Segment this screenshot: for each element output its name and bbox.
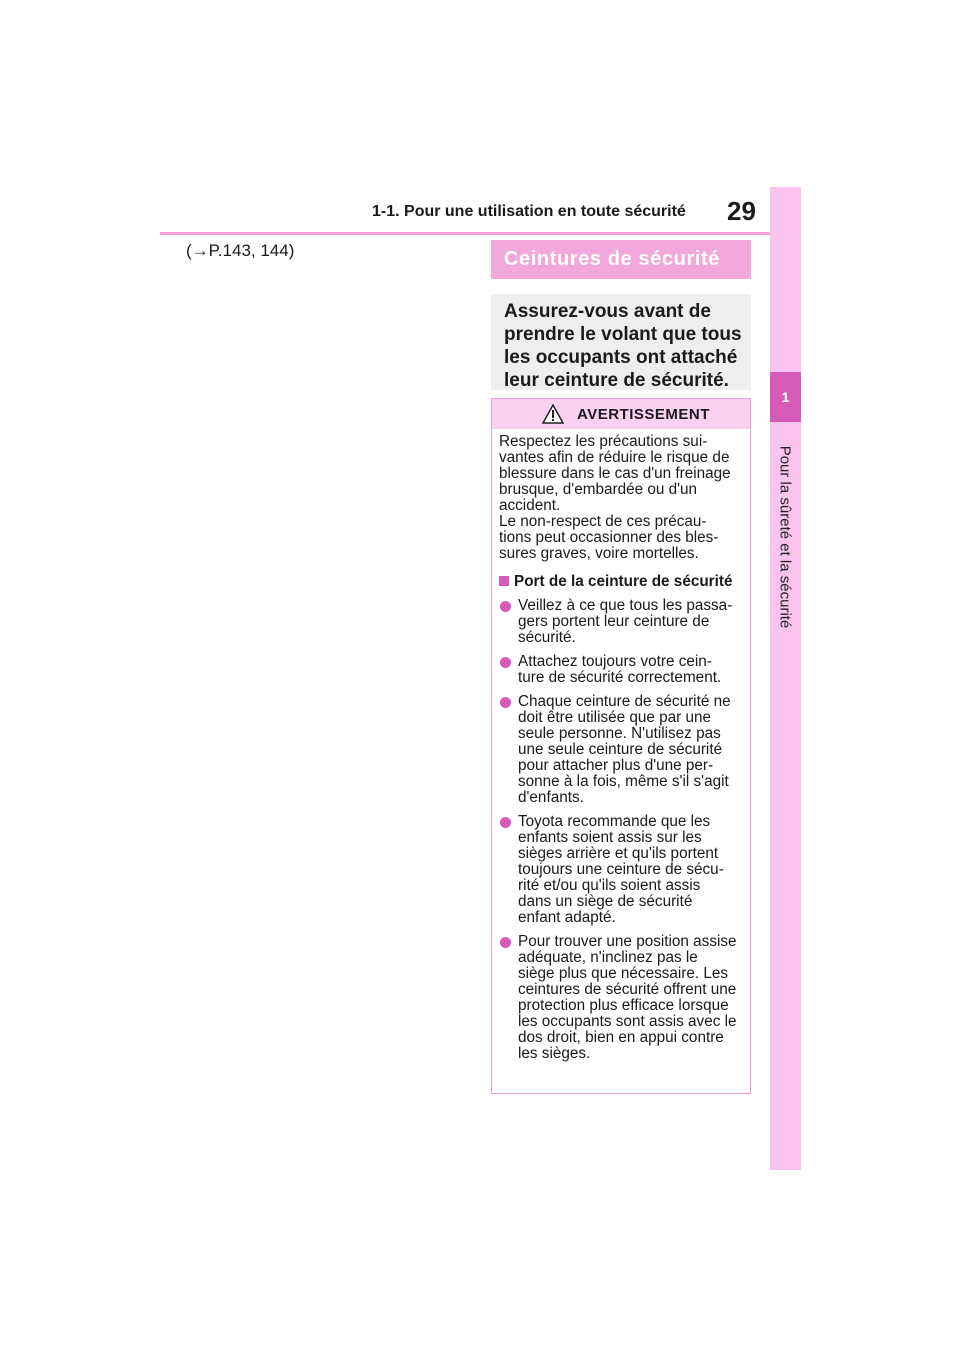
bullet-dot-icon xyxy=(500,601,511,612)
list-item-line: les sièges. xyxy=(518,1045,591,1062)
page-number: 29 xyxy=(727,196,756,226)
bullet-dot-icon xyxy=(500,817,511,828)
bullet-dot-icon xyxy=(500,657,511,668)
square-bullet-icon xyxy=(499,576,509,586)
list-item xyxy=(499,694,744,806)
intro-box xyxy=(491,294,751,390)
list-item-line: d'enfants. xyxy=(518,789,584,806)
list-item-line: rité et/ou qu'ils soient assis xyxy=(518,877,701,894)
list-item-line: dos droit, bien en appui contre xyxy=(518,1029,724,1046)
chapter-label: Pour la sûreté et la sécurité xyxy=(776,445,794,629)
list-item-line: Veillez à ce que tous les passa- xyxy=(518,597,733,614)
list-item-line: sonne à la fois, même s'il s'agit xyxy=(518,773,729,790)
warning-title: AVERTISSEMENT xyxy=(577,405,710,423)
intro-line: prendre le volant que tous xyxy=(504,324,742,345)
intro-line: les occupants ont attaché xyxy=(504,347,738,368)
list-item-line: adéquate, n'inclinez pas le xyxy=(518,949,698,966)
warning-intro-line: blessure dans le cas d'un freinage xyxy=(499,465,731,482)
warning-intro-line: brusque, d'embardée ou d'un xyxy=(499,481,698,498)
warning-intro-line: Le non-respect de ces précau- xyxy=(499,513,707,530)
warning-intro-line: accident. xyxy=(499,497,561,514)
list-item-line: dans un siège de sécurité xyxy=(518,893,693,910)
warning-intro-line: Respectez les précautions sui- xyxy=(499,433,708,450)
intro-line: leur ceinture de sécurité. xyxy=(504,370,729,391)
list-item-line: gers portent leur ceinture de xyxy=(518,613,710,630)
intro-line: Assurez-vous avant de xyxy=(504,301,711,322)
list-item xyxy=(499,934,744,1062)
list-item-line: sécurité. xyxy=(518,629,576,646)
list-item-line: enfants soient assis sur les xyxy=(518,829,702,846)
list-item xyxy=(499,814,744,926)
bullet-dot-icon xyxy=(500,937,511,948)
list-item-line: Chaque ceinture de sécurité ne xyxy=(518,693,731,710)
list-item xyxy=(499,654,744,686)
list-item xyxy=(499,598,744,646)
list-item-line: Toyota recommande que les xyxy=(518,813,711,830)
warning-triangle-icon xyxy=(542,404,564,424)
warning-intro-line: vantes afin de réduire le risque de xyxy=(499,449,730,466)
list-item-line: protection plus efficace lorsque xyxy=(518,997,729,1014)
warning-header xyxy=(492,399,750,429)
warning-intro-line: sures graves, voire mortelles. xyxy=(499,545,699,562)
list-item-line: Pour trouver une position assise xyxy=(518,933,737,950)
warning-body xyxy=(499,434,744,1062)
list-item-line: ture de sécurité correctement. xyxy=(518,669,722,686)
warning-box xyxy=(491,398,751,1094)
page-reference: (→P.143, 144) xyxy=(186,241,295,260)
list-item-line: Attachez toujours votre cein- xyxy=(518,653,712,670)
header-section-title: 1-1. Pour une utilisation en toute sécurité xyxy=(372,203,686,220)
warning-subheading-text: Port de la ceinture de sécurité xyxy=(514,573,733,590)
warning-intro xyxy=(499,434,744,562)
list-item-line: sièges arrière et qu'ils portent xyxy=(518,845,719,862)
list-item-line: enfant adapté. xyxy=(518,909,616,926)
list-item-line: ceintures de sécurité offrent une xyxy=(518,981,737,998)
list-item-line: doit être utilisée que par une xyxy=(518,709,712,726)
bullet-dot-icon xyxy=(500,697,511,708)
list-item-line: pour attacher plus d'une per- xyxy=(518,757,714,774)
header-divider xyxy=(160,232,772,235)
list-item-line: toujours une ceinture de sécu- xyxy=(518,861,724,878)
chapter-side-tab xyxy=(770,187,801,1170)
section-title: Ceintures de sécurité xyxy=(504,248,721,270)
chapter-number-badge: 1 xyxy=(770,372,801,422)
list-item-line: une seule ceinture de sécurité xyxy=(518,741,723,758)
warning-subheading xyxy=(499,574,744,590)
list-item-line: les occupants sont assis avec le xyxy=(518,1013,737,1030)
section-title-bar xyxy=(491,240,751,279)
list-item-line: siège plus que nécessaire. Les xyxy=(518,965,729,982)
list-item-line: seule personne. N'utilisez pas xyxy=(518,725,721,742)
warning-intro-line: tions peut occasionner des bles- xyxy=(499,529,719,546)
